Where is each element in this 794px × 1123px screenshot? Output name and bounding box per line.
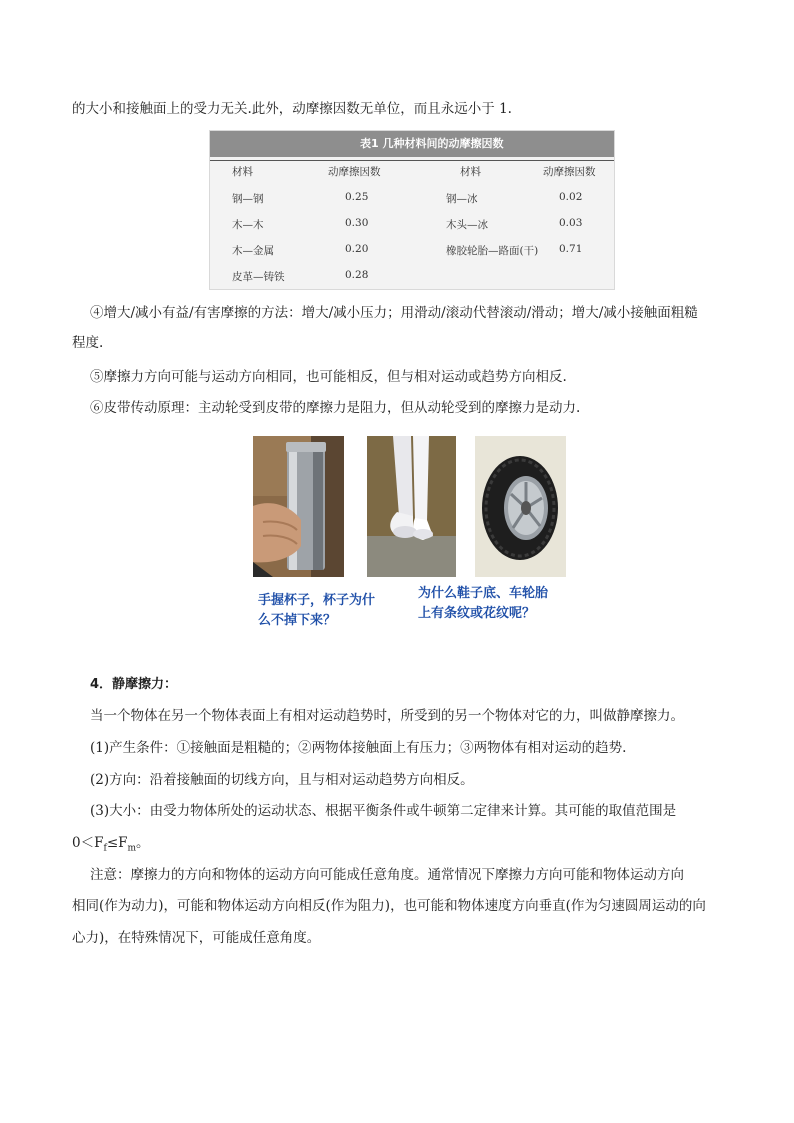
- caption-tire-line1: 为什么鞋子底、车轮胎: [418, 586, 549, 601]
- table-cell: 0.71: [559, 243, 583, 255]
- range-prefix: 0＜F: [72, 835, 104, 851]
- table-cell: 木—金属: [232, 245, 274, 257]
- table-cell: 皮革—铸铁: [232, 271, 285, 283]
- caption-cup-line2: 么不掉下来？: [258, 613, 337, 628]
- caption-tire-line2: 上有条纹或花纹呢？: [418, 606, 536, 621]
- table-title-bar: [210, 131, 614, 157]
- table-cell: 0.30: [345, 217, 369, 229]
- condition-3: (3)大小：由受力物体所处的运动状态、根据平衡条件或牛顿第二定律来计算。其可能的取值范围是: [90, 803, 677, 819]
- photo-hand-holding-cup: [253, 436, 344, 577]
- paragraph-belt-transmission: ⑥皮带传动原理：主动轮受到皮带的摩擦力是阻力，但从动轮受到的摩擦力是动力.: [90, 400, 581, 416]
- table-header-coef-2: 动摩擦因数: [543, 166, 596, 178]
- photo-shoe-sole: [367, 436, 456, 577]
- friction-coefficient-table: [209, 130, 615, 290]
- table-cell: 木—木: [232, 219, 264, 231]
- note-line-3: 心力)，在特殊情况下，可能成任意角度。: [72, 930, 321, 946]
- note-line-1: 注意：摩擦力的方向和物体的运动方向可能成任意角度。通常情况下摩擦力方向可能和物体运动方向: [90, 867, 684, 883]
- table-title: 表1 几种材料间的动摩擦因数: [360, 137, 504, 150]
- paragraph-friction-coefficient: 的大小和接触面上的受力无关.此外，动摩擦因数无单位，而且永远小于 1.: [72, 101, 512, 117]
- range-mid: ≤F: [106, 835, 128, 851]
- caption-cup-line1: 手握杯子，杯子为什: [258, 593, 376, 608]
- range-post: 。: [136, 835, 150, 851]
- section-heading: 4．静摩擦力：: [90, 677, 178, 692]
- table-top-rule: [210, 160, 614, 161]
- table-header-material-2: 材料: [460, 166, 481, 178]
- photo-car-tire: [475, 436, 566, 577]
- note-line-2: 相同(作为动力)，可能和物体运动方向相反(作为阻力)，也可能和物体速度方向垂直(作为匀速圆周运动的向: [72, 898, 706, 914]
- table-header-coef-1: 动摩擦因数: [328, 166, 381, 178]
- table-cell: 木头—冰: [446, 219, 488, 231]
- condition-1: (1)产生条件：①接触面是粗糙的；②两物体接触面上有压力；③两物体有相对运动的趋势.: [90, 740, 627, 756]
- table-cell: 钢—冰: [446, 193, 478, 205]
- table-cell: 0.03: [559, 217, 583, 229]
- paragraph-increase-decrease-friction-cont: 程度.: [72, 335, 104, 351]
- table-cell: 0.25: [345, 191, 369, 203]
- range-sub-m: m: [127, 843, 137, 854]
- range-sub-f: f: [103, 843, 107, 854]
- paragraph-increase-decrease-friction: ④增大/减小有益/有害摩擦的方法：增大/减小压力；用滑动/滚动代替滚动/滑动；增大/减小接触面粗糙: [90, 305, 698, 321]
- table-cell: 橡胶轮胎—路面(干): [446, 245, 539, 257]
- paragraph-friction-direction: ⑤摩擦力方向可能与运动方向相同，也可能相反，但与相对运动或趋势方向相反.: [90, 369, 567, 385]
- table-cell: 0.28: [345, 269, 369, 281]
- condition-3-range: [72, 833, 150, 859]
- static-friction-definition: 当一个物体在另一个物体表面上有相对运动趋势时，所受到的另一个物体对它的力，叫做静摩擦力。: [90, 708, 684, 724]
- table-cell: 0.20: [345, 243, 369, 255]
- table-cell: 钢—钢: [232, 193, 264, 205]
- table-cell: 0.02: [559, 191, 583, 203]
- table-header-material-1: 材料: [232, 166, 253, 178]
- condition-2: (2)方向：沿着接触面的切线方向，且与相对运动趋势方向相反。: [90, 772, 474, 788]
